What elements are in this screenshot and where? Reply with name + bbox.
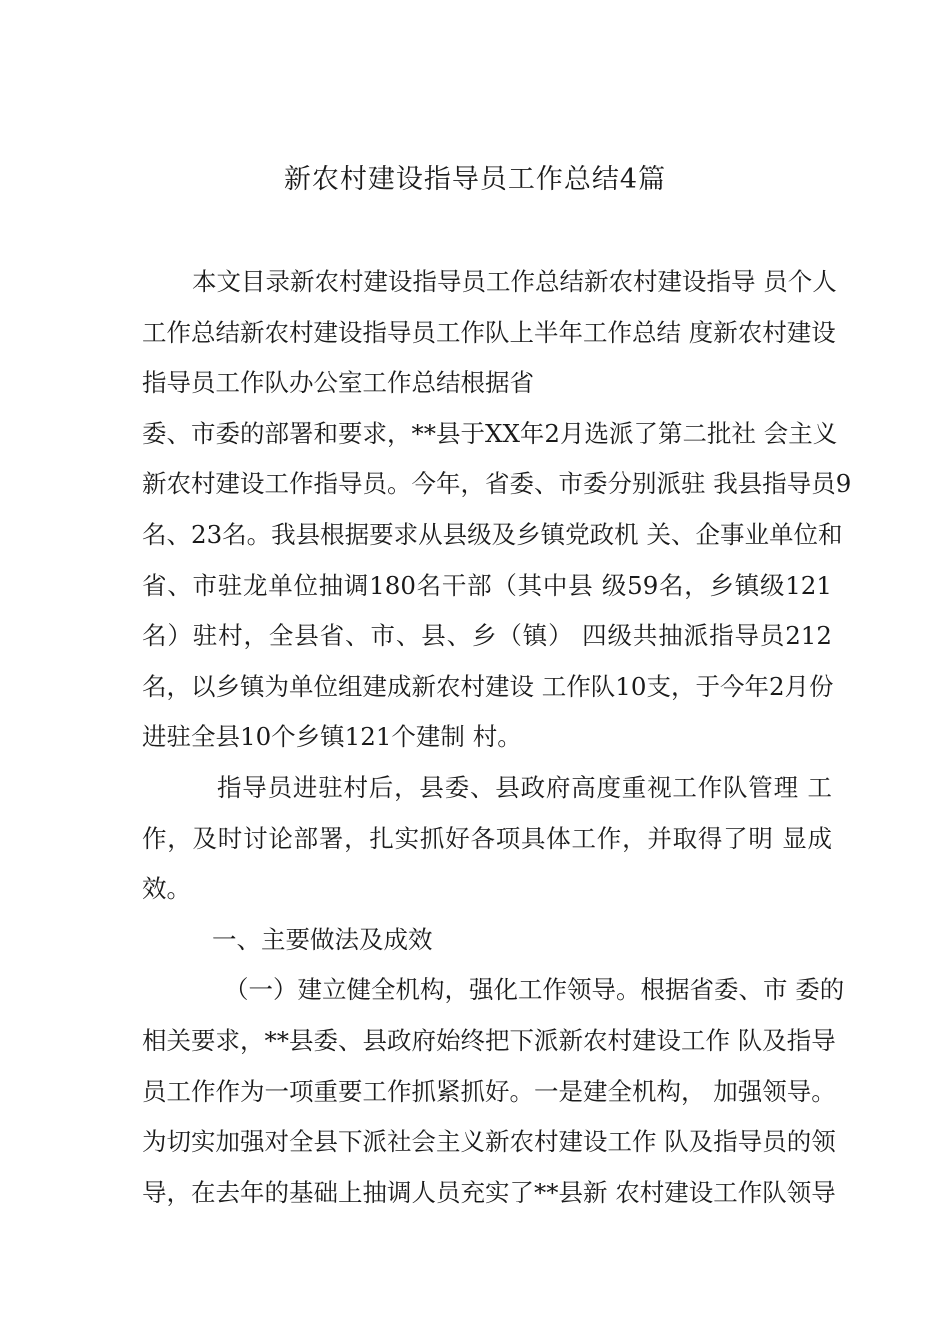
text-line: 本文目录新农村建设指导员工作总结新农村建设指导 员个人 bbox=[192, 267, 837, 296]
text-line: 工作总结新农村建设指导员工作队上半年工作总结 度新农村建设 bbox=[142, 317, 836, 347]
text-line: 为切实加强对全县下派社会主义新农村建设工作 队及指导员的领 bbox=[142, 1127, 836, 1157]
text-line: 作，及时讨论部署，扎实抓好各项具体工作，并取得了明 显成 bbox=[142, 823, 832, 853]
text-line: 效。 bbox=[142, 874, 191, 904]
text-line: 指导员工作队办公室工作总结根据省 bbox=[142, 368, 534, 398]
text-line: 指导员进驻村后，县委、县政府高度重视工作队管理 工 bbox=[217, 772, 832, 802]
text-line: 员工作作为一项重要工作抓紧抓好。一是建全机构， 加强领导。 bbox=[142, 1076, 836, 1106]
text-line: 名，以乡镇为单位组建成新农村建设 工作队10支，于今年2月份 bbox=[142, 671, 834, 701]
document-body bbox=[142, 257, 852, 1218]
text-line: 名）驻村，全县省、市、县、乡（镇） 四级共抽派指导员212 bbox=[142, 621, 832, 651]
text-line: 新农村建设工作指导员。今年，省委、市委分别派驻 我县指导员9 bbox=[142, 469, 852, 499]
document-title: 新农村建设指导员工作总结4篇 bbox=[283, 164, 667, 195]
text-line: 名、23名。我县根据要求从县级及乡镇党政机 关、企事业单位和 bbox=[142, 519, 843, 549]
text-line: 省、市驻龙单位抽调180名干部（其中县 级59名，乡镇级121 bbox=[142, 570, 832, 600]
text-line: 相关要求，**县委、县政府始终把下派新农村建设工作 队及指导 bbox=[142, 1025, 836, 1055]
text-line: 委、市委的部署和要求，**县于XX年2月选派了第二批社 会主义 bbox=[142, 418, 838, 448]
section-heading: 一、主要做法及成效 bbox=[212, 924, 433, 954]
text-line: 导，在去年的基础上抽调人员充实了**县新 农村建设工作队领导 bbox=[142, 1177, 836, 1207]
text-line: （一）建立健全机构，强化工作领导。根据省委、市 委的 bbox=[224, 975, 845, 1005]
text-line: 进驻全县10个乡镇121个建制 村。 bbox=[142, 722, 522, 752]
